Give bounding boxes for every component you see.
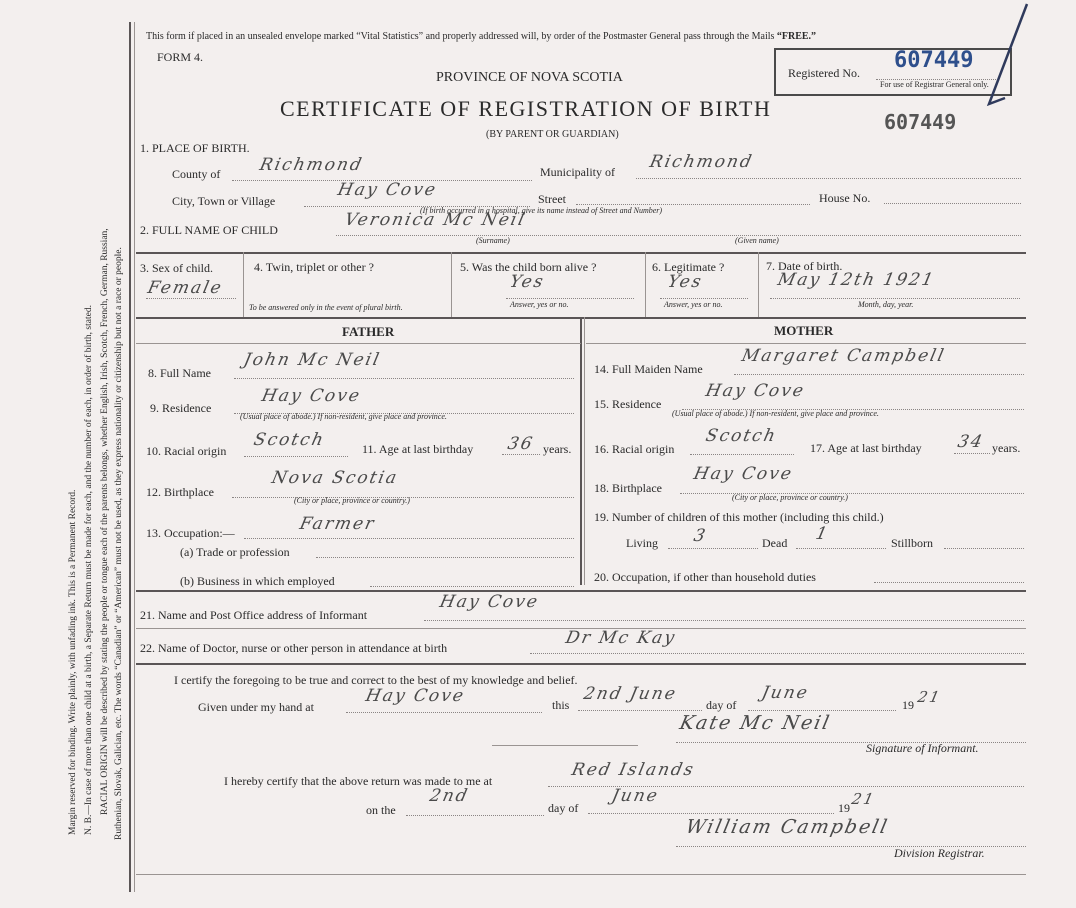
child-name-label: 2. FULL NAME OF CHILD [140,223,278,237]
given-under-label: Given under my hand at [198,700,314,714]
margin-note-racial-2: Ruthenian, Slovak, Galician, etc. The words “Canadian” or “American” must not be used, as they express nationality or citizenship but not a race or people. [114,247,124,840]
father-birthplace-note: (City or place, province or country.) [294,496,410,505]
margin-note-racial-1: RACIAL ORIGIN will be described by stating the people or tongue each of the parents belongs, whether English, Irish, Scotch, French, German, Russian, [100,228,110,815]
father-birthplace-value: Nova Scotia [269,468,401,488]
given-name-note: (Given name) [735,236,779,245]
municipality-label: Municipality of [540,165,615,179]
father-name-label: 8. Full Name [148,366,211,380]
house-no-label: House No. [819,191,871,205]
registrar-day-of-label: day of [548,801,579,815]
mother-birthplace-label: 18. Birthplace [594,481,662,495]
street-label: Street [538,192,566,206]
year-suffix: 21 [916,688,944,706]
registrar-year-prefix: 19 [838,801,850,815]
on-the-label: on the [366,803,396,817]
hospital-note: (If birth occurred in a hospital, give its name instead of Street and Number) [420,206,663,215]
mother-name-value: Margaret Campbell [739,346,948,366]
registrar-day-value: 2nd [427,786,471,806]
registrar-text: I hereby certify that the above return was made to me at [224,774,493,788]
registered-number: 607449 [894,48,974,73]
registrar-month-value: June [609,786,661,806]
column-divider [580,317,582,585]
margin-note-binding: Margin reserved for binding. Write plainly, with unfading ink. This is a Permanent Record. [68,489,78,835]
legitimate-value: Yes [665,272,705,292]
informant-signature-caption: Signature of Informant. [866,741,979,755]
doctor-label: 22. Name of Doctor, nurse or other person in attendance at birth [140,641,448,655]
father-age-label: 11. Age at last birthday [362,442,474,456]
given-place-value: Hay Cove [363,686,468,706]
father-business-label: (b) Business in which employed [180,574,335,588]
alive-note: Answer, yes or no. [510,300,569,309]
province-title: PROVINCE OF NOVA SCOTIA [436,70,623,85]
father-racial-value: Scotch [251,430,327,450]
date-label: 7. Date of birth. [766,259,843,273]
informant-signature: Kate Mc Neil [677,712,833,734]
father-heading: FATHER [342,324,395,339]
dead-label: Dead [762,536,788,550]
date-note: Month, day, year. [858,300,914,309]
registrar-place-value: Red Islands [569,760,697,780]
father-occupation-label: 13. Occupation:— [146,526,235,540]
mother-birthplace-note: (City or place, province or country.) [732,493,848,502]
registrar-year-suffix: 21 [850,790,878,808]
mother-residence-label: 15. Residence [594,397,662,411]
left-border [129,22,131,892]
father-residence-note: (Usual place of abode.) If non-resident, give place and province. [240,412,447,421]
registrar-general-note: For use of Registrar General only. [880,80,989,89]
mother-heading: MOTHER [774,323,834,338]
dead-value: 1 [813,524,831,544]
mail-notice: This form if placed in an unsealed envelope marked “Vital Statistics” and properly addressed will, by order of the Postmaster General pass through the Mails “FREE.” [146,31,817,42]
certificate-subtitle: (BY PARENT OR GUARDIAN) [486,129,619,140]
father-years-label: years. [543,442,572,456]
mother-years-label: years. [992,441,1021,455]
certificate-title: CERTIFICATE OF REGISTRATION OF BIRTH [280,96,772,121]
father-birthplace-label: 12. Birthplace [146,485,214,499]
mother-racial-label: 16. Racial origin [594,442,675,456]
year-prefix: 19 [902,698,914,712]
registered-no-label: Registered No. [788,66,860,80]
certify-text: I certify the foregoing to be true and correct to the best of my knowledge and belief. [174,673,578,687]
father-racial-label: 10. Racial origin [146,444,227,458]
mother-residence-value: Hay Cove [703,381,808,401]
city-value: Hay Cove [335,180,440,200]
sex-value: Female [145,278,225,298]
father-occupation-value: Farmer [297,514,378,534]
this-label: this [552,698,570,712]
twin-note: To be answered only in the event of plural birth. [249,303,403,312]
living-value: 3 [691,526,709,546]
day-of-label: day of [706,698,737,712]
informant-value: Hay Cove [437,592,542,612]
legitimate-note: Answer, yes or no. [664,300,723,309]
surname-note: (Surname) [476,236,510,245]
father-name-value: John Mc Neil [241,350,383,370]
father-residence-label: 9. Residence [150,401,212,415]
stamp-number: 607449 [884,110,957,134]
date-value: May 12th 1921 [775,270,937,290]
mother-racial-value: Scotch [703,426,779,446]
mother-birthplace-value: Hay Cove [691,464,796,484]
mother-age-value: 34 [955,432,986,452]
twin-label: 4. Twin, triplet or other ? [254,260,374,274]
form-number: FORM 4. [157,50,204,64]
registrar-caption: Division Registrar. [894,846,985,860]
check-mark [975,0,1035,110]
this-day-value: 2nd June [581,684,679,704]
alive-value: Yes [507,272,547,292]
municipality-value: Richmond [647,152,756,172]
registrar-signature: William Campbell [683,816,891,838]
sex-label: 3. Sex of child. [140,261,213,275]
left-border-inner [134,22,135,892]
stillborn-label: Stillborn [891,536,934,550]
mother-children-label: 19. Number of children of this mother (including this child.) [594,510,884,524]
mother-residence-note: (Usual place of abode.) If non-resident, give place and province. [672,409,879,418]
living-label: Living [626,536,658,550]
place-heading: 1. PLACE OF BIRTH. [140,141,250,155]
legitimate-label: 6. Legitimate ? [652,260,725,274]
month-value: June [759,683,811,703]
county-label: County of [172,167,221,181]
father-residence-value: Hay Cove [259,386,364,406]
mother-name-label: 14. Full Maiden Name [594,362,703,376]
informant-label: 21. Name and Post Office address of Informant [140,608,368,622]
father-trade-label: (a) Trade or profession [180,545,290,559]
mother-age-label: 17. Age at last birthday [810,441,922,455]
city-label: City, Town or Village [172,194,276,208]
alive-label: 5. Was the child born alive ? [460,260,597,274]
county-value: Richmond [257,155,366,175]
mother-occupation-label: 20. Occupation, if other than household duties [594,570,816,584]
doctor-value: Dr Mc Kay [563,628,679,648]
margin-note-nb: N. B.—In case of more than one child at a birth, a Separate Return must be made for each, and the number of each, in order of birth, stated. [84,305,94,835]
father-age-value: 36 [505,434,536,454]
child-name-value: Veronica Mc Neil [342,210,528,230]
